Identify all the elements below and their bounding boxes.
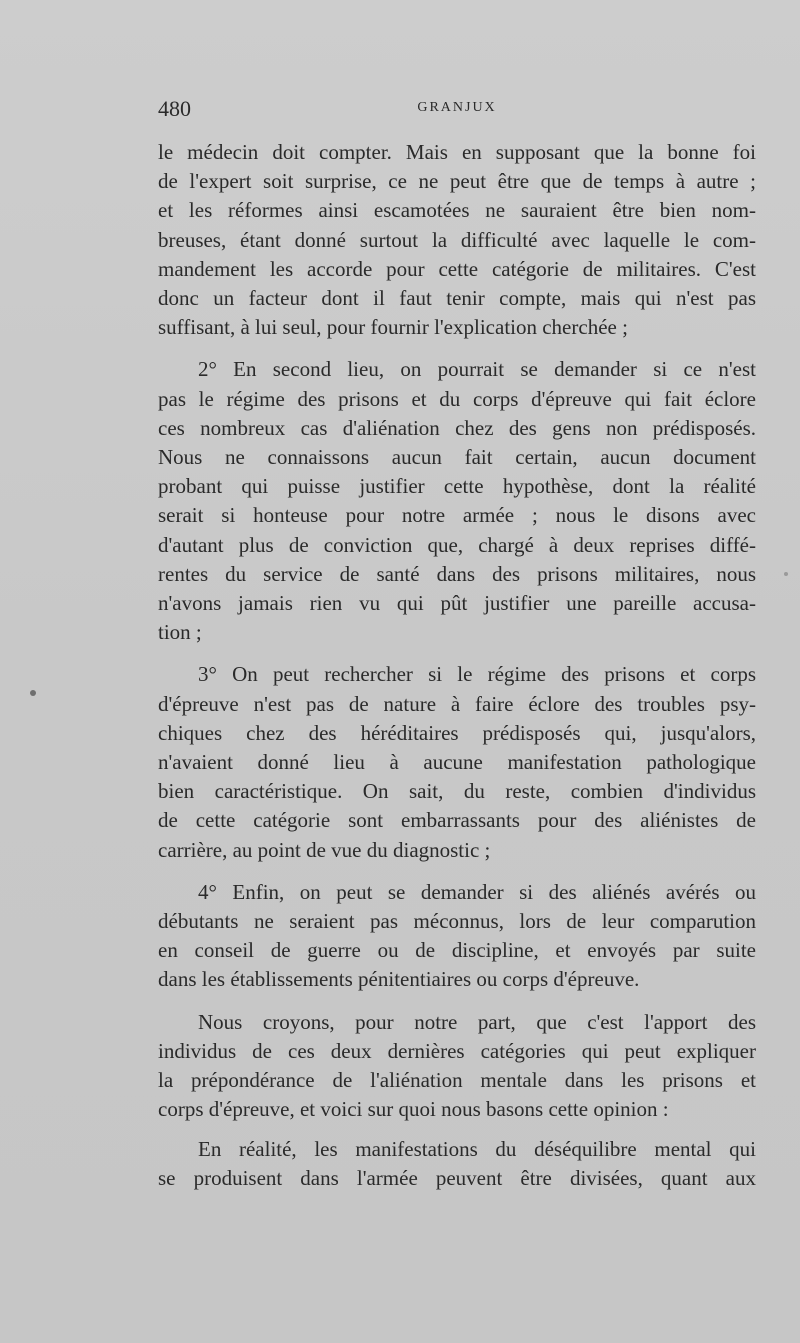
paragraph — [158, 660, 756, 864]
page-number: 480 — [158, 96, 191, 121]
ink-speck — [30, 690, 36, 696]
text-line: dans les établissements pénitentiaires ou corps d'épreuve. — [158, 967, 640, 992]
text-line: de l'expert soit surprise, ce ne peut être que de temps à autre ; — [158, 169, 756, 194]
text-line: tion ; — [158, 620, 202, 645]
text-line: rentes du service de santé dans des prisons militaires, nous — [158, 561, 756, 586]
text-line: le médecin doit compter. Mais en supposant que la bonne foi — [158, 140, 756, 164]
text-line: individus de ces deux dernières catégories qui peut expliquer — [158, 1038, 756, 1063]
text-line: carrière, au point de vue du diagnostic ; — [158, 837, 491, 862]
text-line: d'autant plus de conviction que, chargé à deux reprises diffé- — [158, 532, 756, 557]
text-line: serait si honteuse pour notre armée ; nous le disons avec — [158, 503, 756, 528]
text-line: chiques chez des héréditaires prédisposés qui, jusqu'alors, — [158, 720, 756, 745]
paragraph — [158, 138, 756, 342]
text-line: probant qui puisse justifier cette hypothèse, dont la réalité — [158, 474, 756, 499]
text-line: de cette catégorie sont embarrassants pour des aliénistes de — [158, 808, 756, 833]
text-line: suffisant, à lui seul, pour fournir l'explication cherchée ; — [158, 315, 628, 340]
text-line: corps d'épreuve, et voici sur quoi nous basons cette opinion : — [158, 1097, 669, 1122]
text-line: En réalité, les manifestations du déséquilibre mental qui — [198, 1136, 756, 1161]
text-line: d'épreuve n'est pas de nature à faire éclore des troubles psy- — [158, 691, 756, 716]
text-line: 3° On peut rechercher si le régime des prisons et corps — [198, 662, 756, 687]
text-line: débutants ne seraient pas méconnus, lors de leur comparution — [158, 909, 756, 934]
text-line: n'avons jamais rien vu qui pût justifier une pareille accusa- — [158, 591, 756, 616]
text-line: 4° Enfin, on peut se demander si des aliénés avérés ou — [198, 879, 756, 904]
paragraph — [158, 1135, 756, 1193]
running-head: GRANJUX — [417, 100, 497, 115]
paragraph-gap — [158, 1125, 756, 1135]
text-line: Nous croyons, pour notre part, que c'est l'apport des — [198, 1009, 756, 1034]
text-line: la prépondérance de l'aliénation mentale dans les prisons et — [158, 1068, 756, 1093]
text-line: en conseil de guerre ou de discipline, et envoyés par suite — [158, 938, 756, 963]
text-line: mandement les accorde pour cette catégorie de militaires. C'est — [158, 256, 756, 281]
ink-speck — [784, 572, 788, 576]
text-line: et les réformes ainsi escamotées ne sauraient être bien nom- — [158, 198, 756, 223]
text-line: se produisent dans l'armée peuvent être divisées, quant aux — [158, 1165, 756, 1190]
paragraph-gap — [158, 647, 756, 660]
body-text — [158, 138, 756, 1193]
text-line: donc un facteur dont il faut tenir compte, mais qui n'est pas — [158, 286, 756, 311]
text-line: breuses, étant donné surtout la difficulté avec laquelle le com- — [158, 227, 756, 252]
text-line: pas le régime des prisons et du corps d'épreuve qui fait éclore — [158, 386, 756, 411]
paragraph-gap — [158, 995, 756, 1008]
paragraph — [158, 878, 756, 995]
page-header — [158, 96, 756, 126]
paragraph-gap — [158, 865, 756, 878]
text-line: n'avaient donné lieu à aucune manifestation pathologique — [158, 750, 756, 775]
paragraph — [158, 1008, 756, 1125]
text-line: Nous ne connaissons aucun fait certain, aucun document — [158, 445, 756, 470]
text-line: ces nombreux cas d'aliénation chez des gens non prédisposés. — [158, 415, 756, 440]
text-line: bien caractéristique. On sait, du reste, combien d'individus — [158, 779, 756, 804]
paragraph-gap — [158, 342, 756, 355]
text-line: 2° En second lieu, on pourrait se demander si ce n'est — [198, 357, 756, 382]
paragraph — [158, 355, 756, 647]
